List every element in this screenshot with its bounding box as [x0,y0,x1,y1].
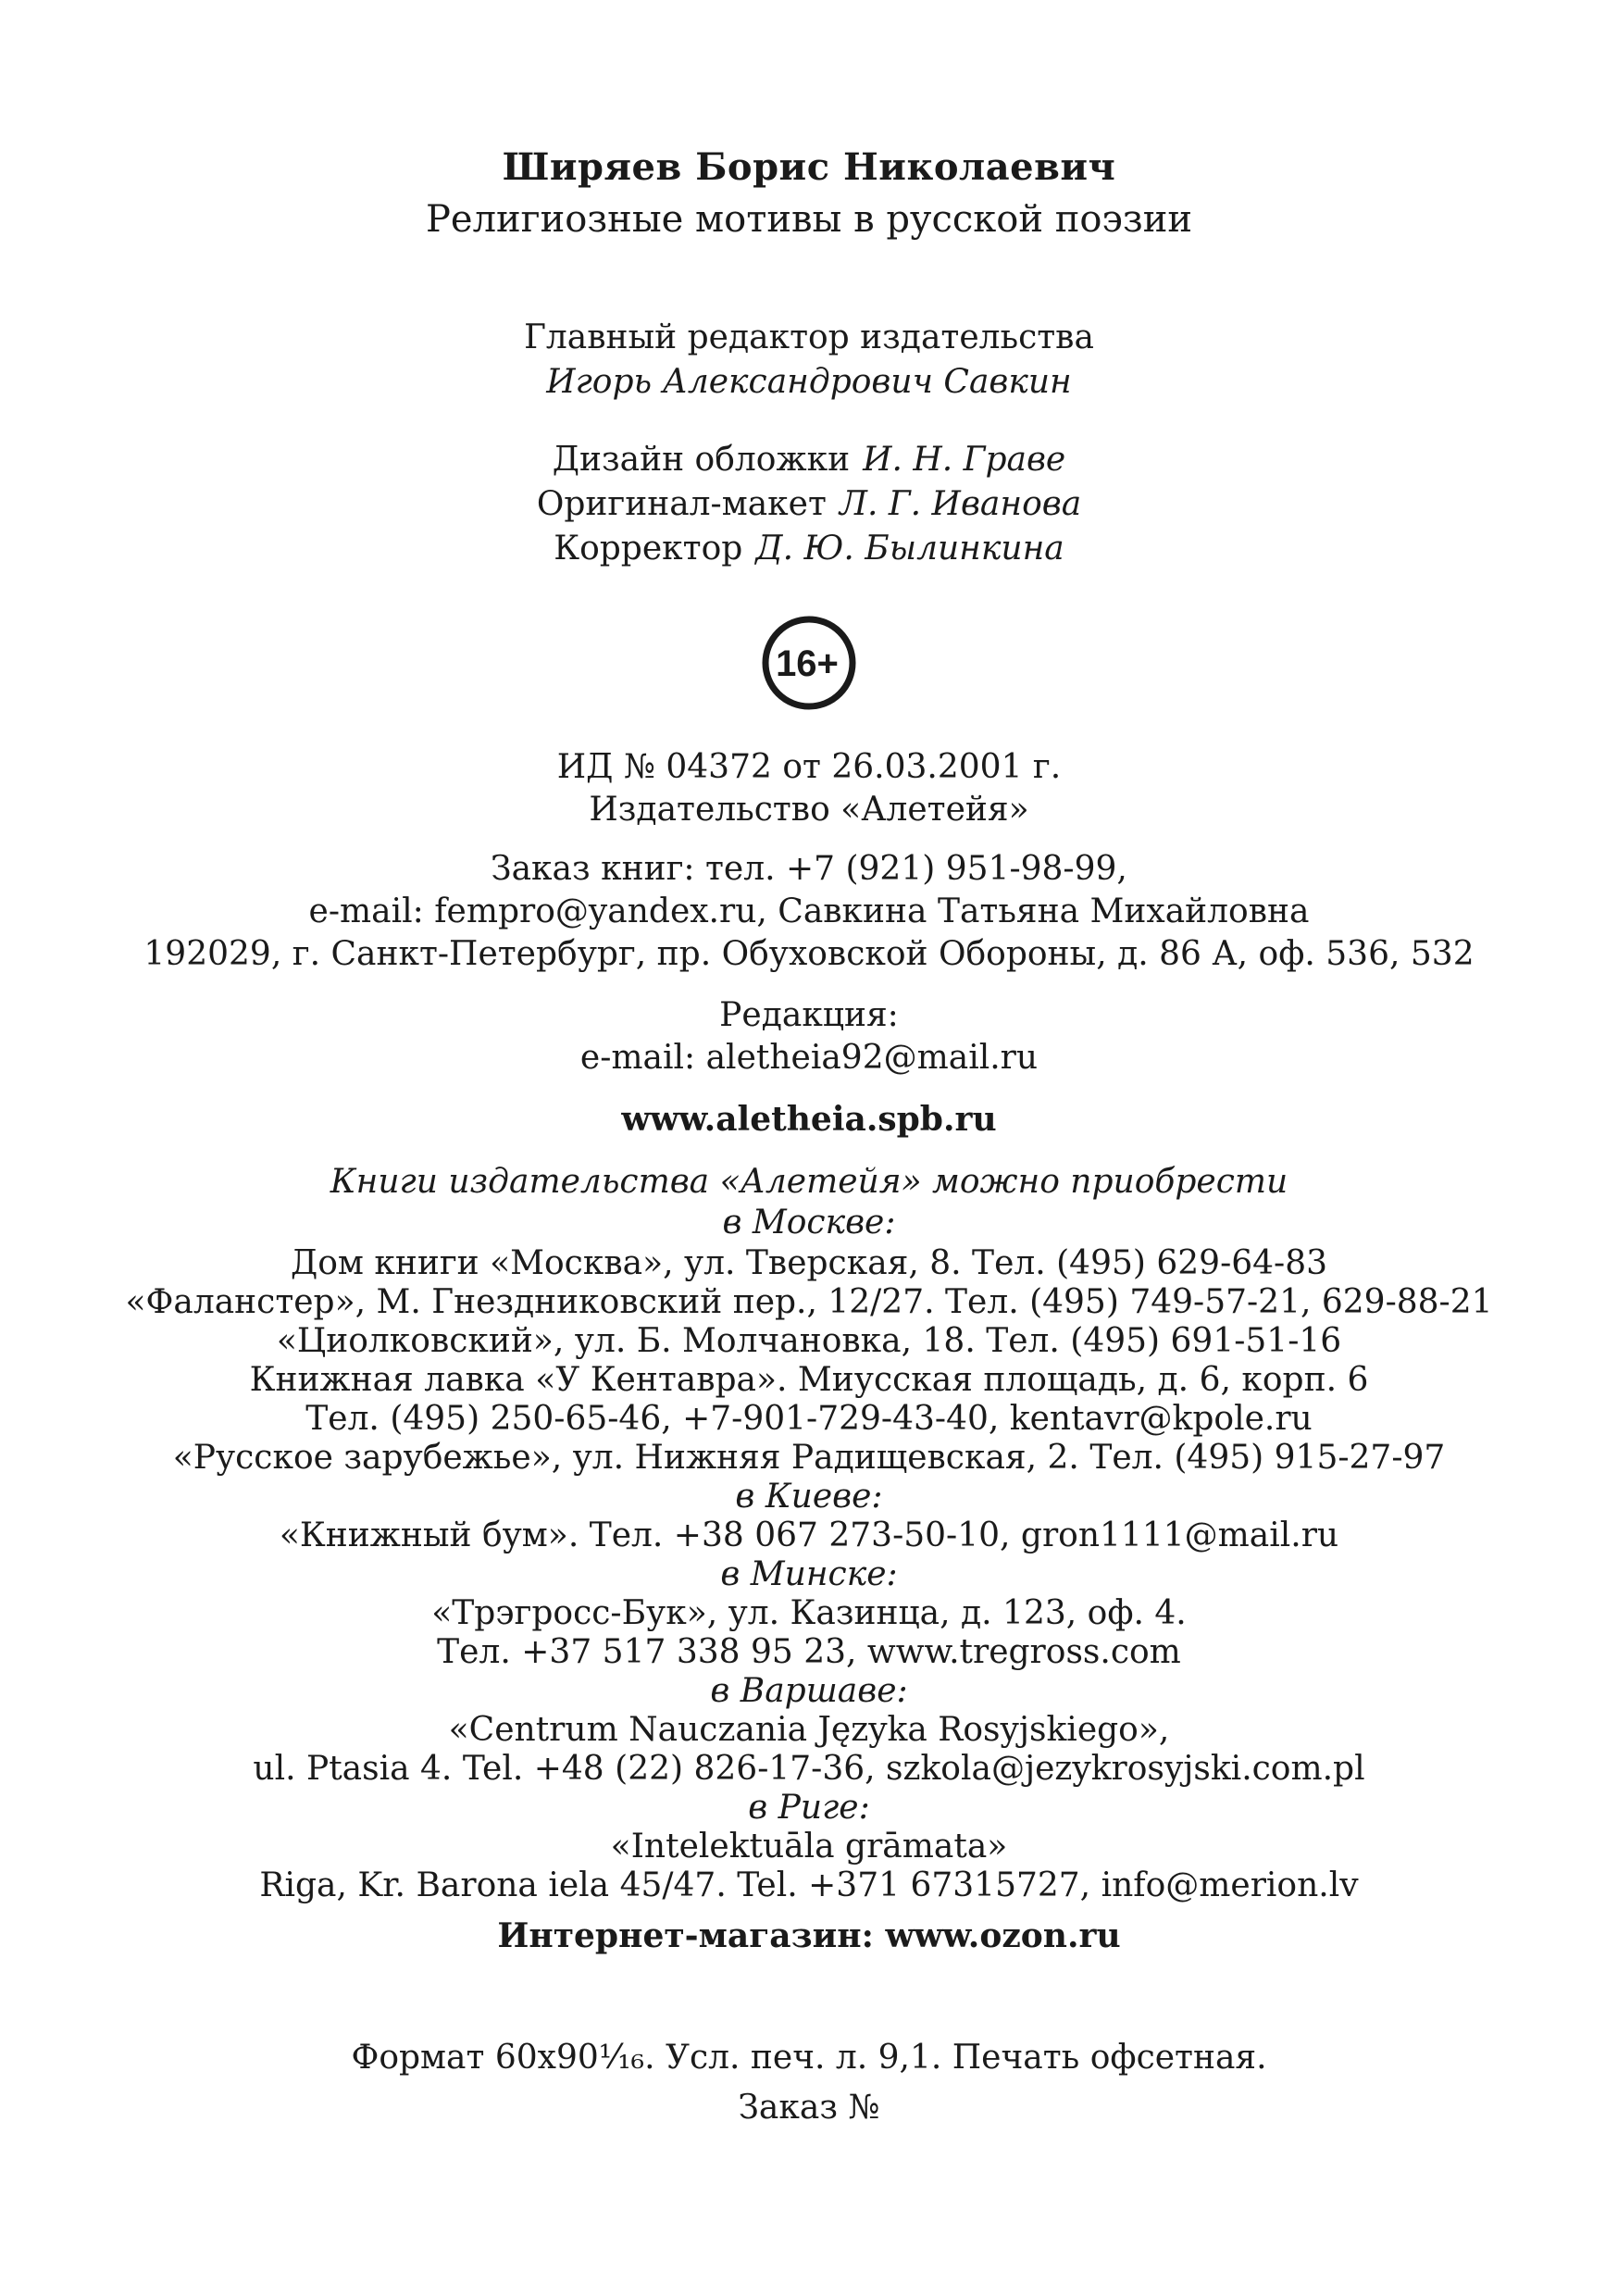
orders-line-2: e-mail: fempro@yandex.ru, Савкина Татьяна Михайловна [308,892,1310,930]
chief-editor-label: Главный редактор издательства [524,318,1094,356]
credit-cover [0,441,1618,480]
proofreader-label: Корректор [554,530,743,568]
print-format: Формат 60х90¹⁄₁₆. Усл. печ. л. 9,1. Печать офсетная. [351,2039,1267,2077]
editorial-label: Редакция: [719,996,899,1034]
store-line: «Фаланстер», М. Гнездниковский пер., 12/27. Тел. (495) 749-57-21, 629-88-21 [125,1283,1493,1321]
store-line: Книжная лавка «У Кентавра». Миусская площадь, д. 6, корп. 6 [249,1361,1369,1399]
city-label-warsaw: в Варшаве: [710,1672,908,1710]
online-store: Интернет-магазин: www.ozon.ru [497,1916,1121,1955]
store-line: Тел. (495) 250-65-46, +7-901-729-43-40, kentavr@kpole.ru [305,1400,1313,1438]
store-line: Дом книги «Москва», ул. Тверская, 8. Тел. (495) 629-64-83 [290,1244,1328,1282]
chief-editor-name: Игорь Александрович Савкин [546,363,1072,401]
city-label-riga: в Риге: [748,1789,870,1827]
city-label-minsk: в Минске: [720,1555,898,1593]
cover-name: И. Н. Граве [863,441,1066,479]
layout-label: Оригинал-макет [536,485,827,523]
editorial-email: e-mail: aletheia92@mail.ru [579,1039,1039,1077]
author-name: Ширяев Борис Николаевич [502,145,1116,189]
age-rating-text: 16+ [776,643,839,684]
store-line: «Циолковский», ул. Б. Молчановка, 18. Тел. (495) 691-51-16 [276,1322,1342,1360]
publisher-name: Издательство «Алетейя» [589,791,1029,829]
layout-name: Л. Г. Иванова [839,485,1082,523]
publisher-license: ИД № 04372 от 26.03.2001 г. [556,748,1062,786]
store-line: «Книжный бум». Тел. +38 067 273-50-10, gron1111@mail.ru [279,1516,1339,1554]
book-title: Религиозные мотивы в русской поэзии [425,198,1193,241]
store-line: «Centrum Nauczania Języka Rosyjskiego», [448,1711,1170,1749]
age-rating-icon [761,615,857,711]
store-line: ul. Ptasia 4. Tel. +48 (22) 826-17-36, szkola@jezykrosyjski.com.pl [253,1750,1365,1788]
publisher-address: 192029, г. Санкт-Петербург, пр. Обуховской Обороны, д. 86 А, оф. 536, 532 [143,935,1475,973]
store-line: Тел. +37 517 338 95 23, www.tregross.com [437,1633,1181,1671]
store-line: «Трэгросс-Бук», ул. Казинца, д. 123, оф. 4. [431,1594,1187,1632]
orders-line-1: Заказ книг: тел. +7 (921) 951-98-99, [491,850,1127,888]
stores-intro: Книги издательства «Алетейя» можно приобрести [330,1163,1288,1201]
city-label-kiev: в Киеве: [735,1478,883,1516]
credit-layout [0,485,1618,524]
store-line: «Русское зарубежье», ул. Нижняя Радищевская, 2. Тел. (495) 915-27-97 [172,1439,1446,1477]
city-label-moscow: в Москве: [722,1204,896,1242]
store-line: Riga, Kr. Barona iela 45/47. Tel. +371 67315727, info@merion.lv [259,1866,1359,1904]
cover-label: Дизайн обложки [552,441,851,479]
proofreader-name: Д. Ю. Былинкина [755,530,1064,568]
store-line: «Intelektuāla grāmata» [610,1828,1008,1866]
order-number: Заказ № [738,2089,880,2127]
credit-proofreader [0,530,1618,568]
publisher-website: www.aletheia.spb.ru [621,1100,997,1139]
